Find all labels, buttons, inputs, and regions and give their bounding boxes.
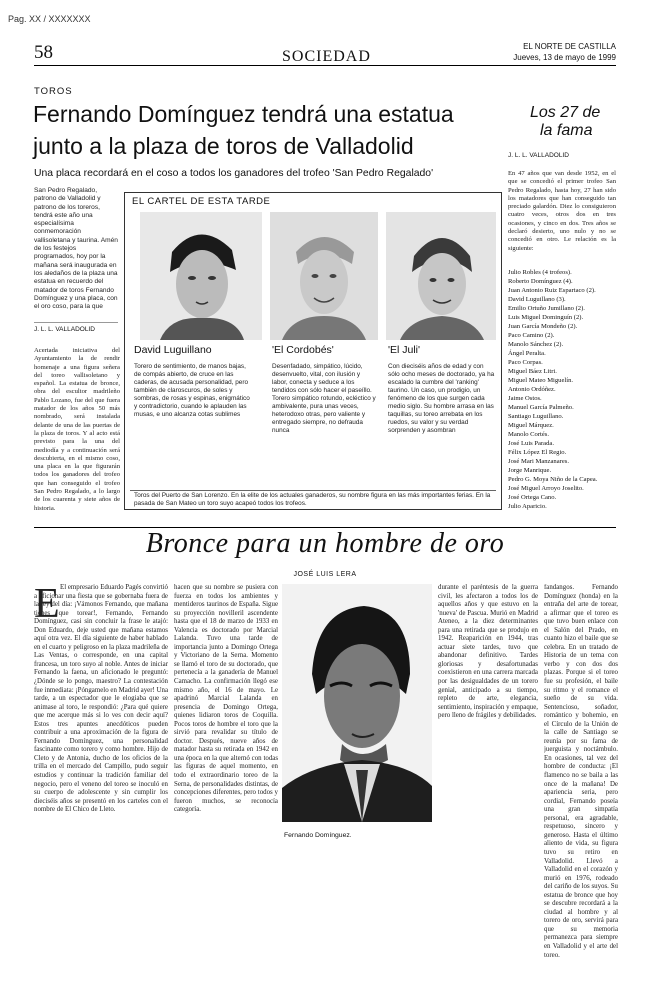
torero-photo-luguillano	[140, 212, 262, 340]
winner-item: Manolo Cortés.	[508, 431, 550, 438]
main-headline-line1: Fernando Domínguez tendrá una estatua	[33, 101, 454, 127]
torero-photo-cordobes	[270, 212, 378, 340]
winner-item: Santiago Luguillano.	[508, 413, 564, 420]
torero-name-juli: 'El Juli'	[388, 344, 421, 356]
winner-item: Jorge Manrique.	[508, 467, 552, 474]
intro-box: San Pedro Regalado, patrono de Valladolid y patrono de los toreros, tendrá este año una especialísima conmemoración vallisoletana y taurina. Amén de los festejos programados, hoy por la mañana será inaugurada en los aledaños de la plaza una estatua en recuerdo del matador de toros Fernando Domínguez y una placa, con el oro coso, para la que	[34, 187, 118, 311]
torero-text-luguillano: Torero de sentimiento, de manos bajas, de compás abierto, de cruce en las caderas, de acusada personalidad, pero también de claroscuros, de soles y sombras, de rosas y espinas, enigmático y contradictorio, cuando le aplauden las musas, e uno alcanza cotas sublimes	[134, 363, 250, 418]
winner-item: Antonio Ordóñez.	[508, 386, 556, 393]
sidebar-byline: J. L. L. VALLADOLID	[508, 152, 569, 159]
winner-item: Manuel García Palmeño.	[508, 404, 574, 411]
torero-photo-juli	[386, 212, 496, 340]
bottom-col-2: hacen que su nombre se pusiera con fuerza en todos los ambientes y mentideros taurinos de España. Sigue su proyección novilleril ascendente hasta que el 18 de marzo de 1933 en Valencia es doctorado por Marcial Lalanda. Tuvo una tarde de importancia junto a Domingo Ortega y Victoriano de la Serna. Momento se llamó el toro de su doctorado, que pertenecía a la ganadería de Manuel Camacho. La confirmación llegó ese mismo año, el 16 de mayo. Le apadrinó Marcial Lalanda en presencia de Domingo Ortega, quienes lidiaron toros de Coquilla. Pocos toros de hombre el toro que la sirvió para revalidar su título de doctor. Después, nueve años de matador hasta su retirada en 1942 en una época en la que alternó con todas las figuras de aquel momento, en todo el extraordinario toreo de la Serna, de personalidades distintas, de concepciones diferentes, pero todos y fueron muchos, se reconocía categoría.	[174, 584, 278, 814]
main-headline-line2: junto a la plaza de toros de Valladolid	[33, 133, 414, 159]
bottom-col-3-continued	[296, 860, 538, 970]
winner-item: Roberto Domínguez (4).	[508, 278, 573, 285]
page-tag: Pag. XX / XXXXXXX	[8, 14, 91, 24]
photo-caption: Fernando Domínguez.	[284, 832, 352, 839]
winner-item: Pedro G. Moya Niño de la Capea.	[508, 476, 598, 483]
winner-item: Miguel Mateo Miguelín.	[508, 377, 574, 384]
paper-name: EL NORTE DE CASTILLA	[523, 42, 616, 51]
left-article: Acertada iniciativa del Ayuntamiento la de rendir homenaje a una figura señera del toreo vallisoletano y español. La estatua de bronce, obra del escultor madrileño Pablo Lozano, fue del que fuera matador de los años 50 más nombrado, será instalada delante de una de las puertas de la plaza de toros. Y al acto está previsto para la una del mediodía y a continuación será descubierta, en el mismo coso, una placa en la que figurarán todos los ganadores del trofeo que han conseguido el trofeo San Pedro Regalado, a lo largo de los cuarenta y siete años de historia.	[34, 347, 120, 512]
sidebar-title-line2: la fama	[540, 122, 593, 139]
bottom-col-3: durante el paréntesis de la guerra civil, les afectaron a todos los de aquellos años y que estuvo en la 'nueva' de Pascua. Murió en Madrid Ateneo, a la diez determinantes para una retirada que se produjo en 1942. Reaparición en 1944, tras actuar siete tardes, tuvo que abandonar definitivo. Tardes gloriosas y desafortunadas coexistieron en una carrera marcada por las desigualdades de un torero genial, anticipado a su tiempo, repleto de arte, elegancia, sentimiento, inspiración y empaque, pero lleno de frágiles y debilidades.	[438, 584, 538, 720]
bottom-col-4: fandangos. Fernando Domínguez (honda) en la entraña del arte de torear, a afirmar que el toreo es que tuvo buen enlace con el Salón del Prado, en cuanto hizo el baile que se celebra. En un tratado de Historia de un tema con verbo y con dos dos plazas. Porque si el toreo fue su profesión, el baile su ritmo y el romance el sueño de su vida. Sentencioso, soñador, romántico y bohemio, en el Círculo de la Unión de la calle de Santiago se reunía por su fama de juerguista y noctámbulo. En ocasiones, tal vez del hombre de conducta: ¡El flamenco no se baila a las once de la mañana! De apariencia seria, pero cordial, Fernando poseía una gran simpatía personal, era agradable, respetuoso, sincero y generoso. Hasta el último aliento de vida, su figura tuvo su retiro en Valladolid. Llevó a Valladolid en el corazón y murió en 1976, rodeado del cariño de los suyos. Su estatua de bronce que hoy se descubre recordará a la ciudad al hombre y al torero de oro, servirá para que su memoria permanezca para siempre en Valladolid y el arte del toreo.	[544, 584, 618, 959]
cartel-title: EL CARTEL DE ESTA TARDE	[132, 196, 271, 207]
winner-item: Juan Antonio Ruiz Espartaco (2).	[508, 287, 596, 294]
sidebar-intro: En 47 años que van desde 1952, en el que se concedió el primer trofeo San Pedro Regalado, hasta hoy, 27 han sido los matadores que han conseguido tan preciado galardón. Diez lo consiguieron cuatro veces, otros dos en tres ocasiones, y cinco en dos. Tres años se declaró desierto, uno nulo y no se concedió en otro. Le relación es la siguiente:	[508, 170, 616, 252]
winner-item: Paco Camino (2).	[508, 332, 555, 339]
winner-item: Juan García Mondeño (2).	[508, 323, 578, 330]
byline-left: J. L. L. VALLADOLID	[34, 326, 95, 333]
winner-item: Miguel Márquez.	[508, 422, 554, 429]
sidebar-title-line1: Los 27 de	[530, 104, 601, 121]
torero-text-juli: Con dieciséis años de edad y con sólo ocho meses de doctorado, ya ha escalado la cumbre del 'ranking' taurino. Un caso, un prodigio, un fenómeno de los que surgen cada medio siglo. Su hombre arrasa en las taquillas, su toreo arrebata en los ruedos, su valor y su verdad sorprenden y asombran	[388, 363, 495, 434]
drop-cap: E	[34, 581, 60, 627]
winner-item: José Mari Manzanares.	[508, 458, 569, 465]
winner-item: Miguel Báez Litri.	[508, 368, 557, 375]
winner-item: José Miguel Arroyo Joselito.	[508, 485, 584, 492]
torero-name-luguillano: David Luguillano	[134, 344, 212, 356]
cartel-footer-rule	[130, 490, 496, 491]
bottom-byline: JOSÉ LUIS LERA	[293, 571, 357, 578]
winner-item: Luis Miguel Dominguín (2).	[508, 314, 584, 321]
winner-item: Julio Aparicio.	[508, 503, 547, 510]
winner-item: David Luguillano (3).	[508, 296, 566, 303]
torero-name-cordobes: 'El Cordobés'	[272, 344, 334, 356]
winner-item: José Ortega Cano.	[508, 494, 557, 501]
winner-item: Manolo Sánchez (2).	[508, 341, 564, 348]
sidebar-winners-list	[508, 268, 618, 522]
winner-item: Julio Robles (4 trofeos).	[508, 269, 572, 276]
section-title: SOCIEDAD	[282, 48, 371, 65]
issue-date: Jueves, 13 de mayo de 1999	[513, 53, 616, 62]
winner-item: José Luis Parada.	[508, 440, 554, 447]
bottom-col-1: El empresario Eduardo Pagés convirtió a aficionar una fiesta que se gobernaba fuera de la ley del día: ¡Vámonos Fernando, que mañana tienes que torear!, Fernando, Fernando Domínguez, casi sin concluir la frase le atajó: Don Eduardo, deje usted que mañana estamos aquí otra vez. El día siguiente de haber hablado en el cuarto y peligroso en la plaza madrileña de Las Ventas, o corresponde, en una capital francesa, un toro suyo al noble. Antes de iniciar Fernando la faena, un aficionado le preguntó: ¿Dónde se lo pongo, maestro? La contestación fue inmediata: ¡Póngamelo en Madrid ayer! Una tarde, a un espectador que le elogiaba que se animase al toro, le respondió: ¿Para qué quiere que me acerque más si lo ves con decir aquí? Estos tres apuntes anecdóticos pueden contribuir a una aproximación de la figura de Fernando Domínguez, una personalidad fascinante como torero y como hombre. Hijo de Cleto y de Antonia, ducho de los oficios de la trilla en el mercado del Campillo, pudo seguir estudios y continuar la tradición familiar del negocio, pero el veneno del toreo se inoculó en su cuerpo de adolescente y sin cumplir los dieciséis años se presentó en los carteles con el nombre de El Chico de Lleto.	[34, 584, 168, 814]
topic-label: TOROS	[34, 86, 73, 97]
bottom-headline: Bronce para un hombre de oro	[145, 528, 505, 559]
header-rule	[34, 65, 616, 66]
fernando-photo	[282, 584, 432, 822]
byline-left-rule	[34, 322, 118, 323]
subheadline: Una placa recordará en el coso a todos los ganadores del trofeo 'San Pedro Regalado'	[34, 168, 434, 179]
winner-item: Ángel Peralta.	[508, 350, 546, 357]
winner-item: Félix López El Regio.	[508, 449, 567, 456]
cartel-footer: Toros del Puerto de San Lorenzo. En la elite de los actuales ganaderos, su nombre figura en las más importantes ferias. En la pasada de San Mateo un toro suyo acapeó todos los trofeos.	[134, 492, 491, 507]
page-number: 58	[34, 42, 53, 63]
winner-item: Jaime Ostos.	[508, 395, 542, 402]
winner-item: Paco Corpas.	[508, 359, 543, 366]
torero-text-cordobes: Desenfadado, simpático, lúcido, desenvuelto, vital, con ilusión y labor, conecta y seduce a los tendidos con sólo hacer el paseíllo. Torero simpático rotundo, ecléctico y ambivalente, pura unas veces, heterodoxo otras, pero valiente y entregado siempre, no defrauda nunca	[272, 363, 376, 434]
winner-item: Emilio Ortuño Jumillano (2).	[508, 305, 585, 312]
